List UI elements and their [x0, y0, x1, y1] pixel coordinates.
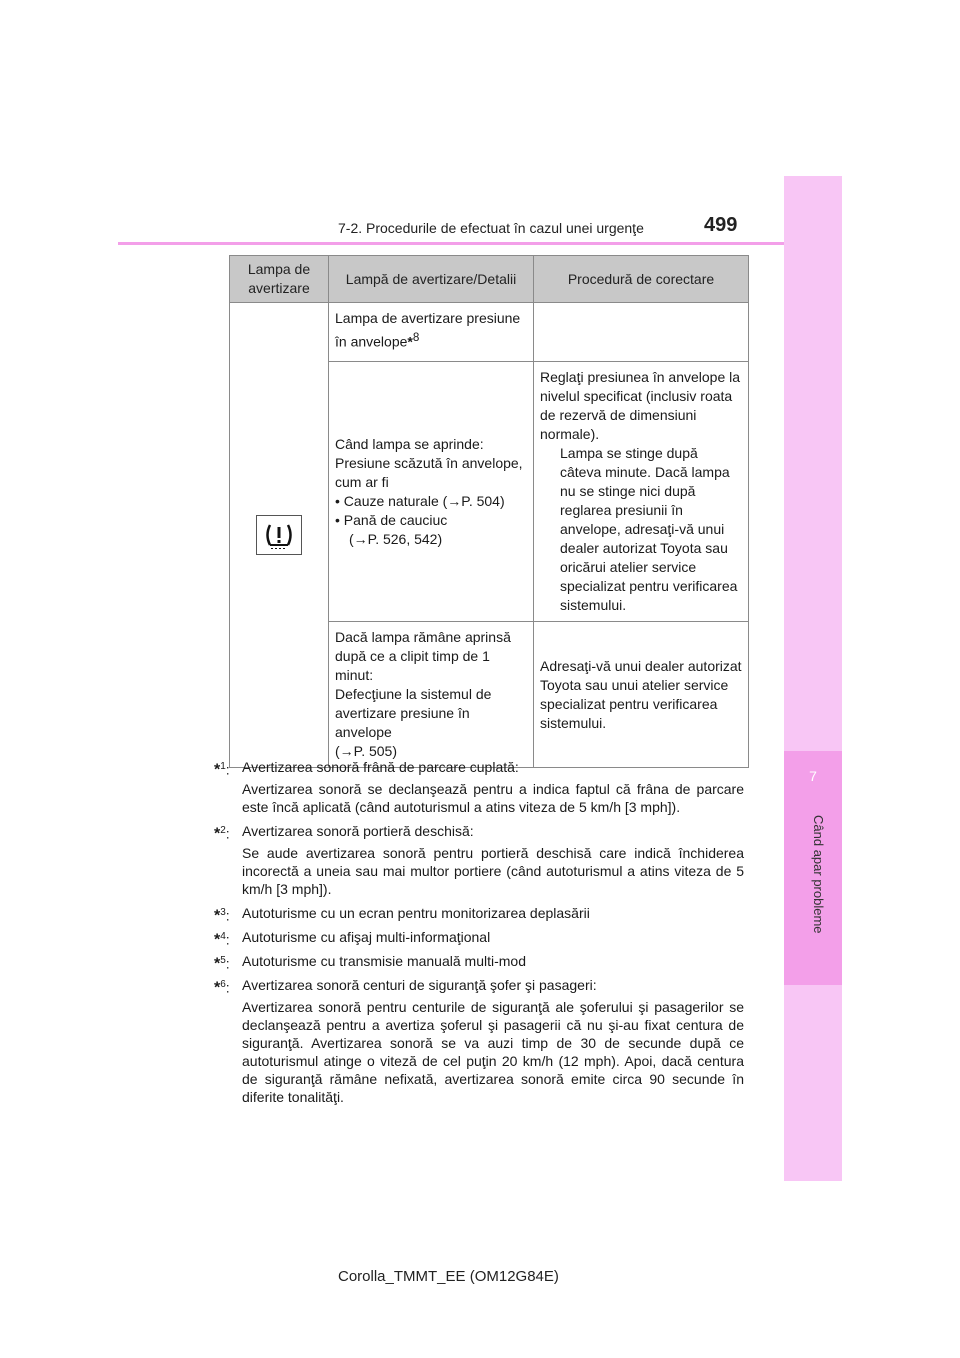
details-line: Presiune scăzută în anvelope, cum ar fi — [335, 454, 523, 490]
header-divider — [118, 242, 784, 245]
chapter-number: 7 — [809, 768, 817, 784]
footnote-marker: *$^6$: — [214, 979, 230, 997]
page-number: 499 — [704, 214, 738, 236]
procedure-cell — [534, 622, 749, 768]
table-header-row — [230, 256, 749, 303]
chapter-side-tab — [784, 176, 842, 1181]
footnote-body: Avertizarea sonoră frână de parcare cuplată: Avertizarea sonoră se declanşează pentru a indica faptul că frâna de parcare este încă aplicată (când autoturismul a atins viteza de 5 km/h [3 mph]). — [242, 759, 744, 815]
column-header: Lampă de avertizare/Detalii — [329, 256, 534, 303]
bullet-reference: (→P. 526, 542) — [349, 530, 443, 547]
details-cell — [329, 362, 534, 622]
procedure-text: Reglaţi presiunea în anvelope la nivelul specificat (inclusiv roata de rezervă de dimensiuni normale). — [540, 369, 741, 442]
section-title: 7-2. Procedurile de efectuat în cazul unei urgenţe — [338, 220, 644, 236]
title-text: Lampa de avertizare presiune în anvelope — [335, 310, 521, 350]
footnote-marker: *$^3$: — [214, 907, 230, 925]
column-header: Procedură de corectare — [534, 256, 749, 303]
footnote-body: Avertizarea sonoră portieră deschisă: Se aude avertizarea sonoră pentru portieră deschisă care indică închiderea incorectă a uneia sau mai multor portiere (când autoturismul a atins viteza de 5 km/h [3 mph]). — [242, 823, 744, 897]
footnote-body: Autoturisme cu transmisie manuală multi-mod — [242, 953, 526, 969]
empty-cell — [534, 303, 749, 362]
title-cell — [329, 303, 534, 362]
footnote — [214, 976, 744, 1110]
warning-lights-table — [229, 255, 749, 768]
tire-pressure-warning-icon — [256, 515, 302, 555]
footnote-marker: *$^1$: — [214, 761, 230, 779]
footnote-body: Avertizarea sonoră centuri de siguranţă şofer şi pasageri: Avertizarea sonoră pentru centurile de siguranţă ale şoferului şi pasagerilor se declanşează pentru a avertiza şoferul şi pasagerii că nu şi-au fixat centura de siguranţă. Avertizarea sonoră se va auzi timp de 30 de secunde după ce autoturismul atinge o viteză de cel puţin 20 km/h (12 mph). Apoi, dacă centura de siguranţă rămâne nefixată, avertizarea sonoră emite circa 90 secunde în diferite tonalităţi. — [242, 977, 744, 1105]
footnote-body: Autoturisme cu afişaj multi-informaţional — [242, 929, 491, 945]
footnote — [214, 952, 744, 974]
table-row — [230, 303, 749, 362]
procedure-text: Lampa se stinge după câteva minute. Dacă lampa nu se stinge nici după reglarea presiunii în anvelope, adresaţi-vă unui dealer autorizat Toyota sau oricărui atelier service specializat pentru verificarea sistemului. — [560, 445, 738, 613]
column-header: Lampa de avertizare — [230, 256, 329, 303]
icon-cell — [230, 303, 329, 768]
details-reference: (→P. 505) — [335, 743, 397, 759]
details-cell — [329, 622, 534, 768]
details-line: Defecţiune la sistemul de avertizare presiune în anvelope — [335, 686, 492, 740]
document-id: Corolla_TMMT_EE (OM12G84E) — [338, 1268, 559, 1285]
footnotes — [214, 758, 744, 1112]
footnote-marker: *$^2$: — [214, 825, 230, 843]
footnote-marker: *$^5$: — [214, 955, 230, 973]
footnote-mark: * — [407, 333, 413, 350]
footnote-marker: *$^4$: — [214, 931, 230, 949]
footnote — [214, 928, 744, 950]
procedure-cell — [534, 362, 749, 622]
footnote — [214, 904, 744, 926]
footnote — [214, 822, 744, 902]
bullet-item: • Cauze naturale (→P. 504) — [335, 492, 505, 509]
footnote — [214, 758, 744, 820]
bullet-item: • Pană de cauciuc — [335, 511, 448, 528]
details-line: Când lampa se aprinde: — [335, 435, 484, 452]
footnote-body: Autoturisme cu un ecran pentru monitorizarea deplasării — [242, 905, 590, 921]
procedure-text: Adresaţi-vă unui dealer autorizat Toyota sau unui atelier service specializat pentru verificarea sistemului. — [540, 657, 742, 731]
details-line: Dacă lampa rămâne aprinsă după ce a clipit timp de 1 minut: — [335, 629, 511, 683]
chapter-title: Când apar probleme — [811, 815, 826, 934]
footnote-number: 8 — [412, 331, 420, 344]
